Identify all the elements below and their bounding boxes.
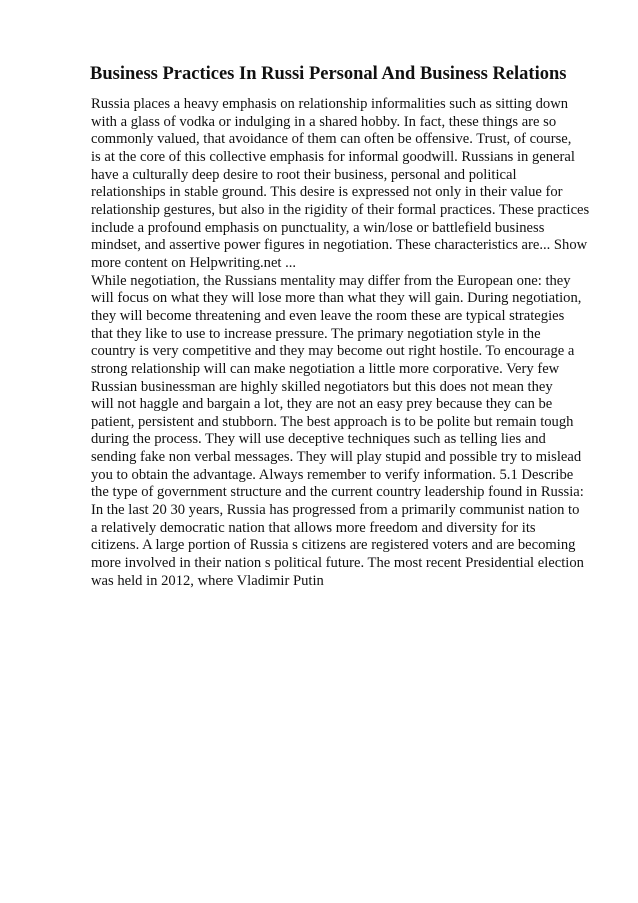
body-line: was held in 2012, where Vladimir Putin [91, 572, 324, 589]
body-line: a relatively democratic nation that allows more freedom and diversity for its [91, 519, 536, 536]
body-line: more content on Helpwriting.net ... [91, 254, 297, 271]
body-line: more involved in their nation s political future. The most recent Presidential election [91, 555, 584, 572]
body-line: they will become threatening and even leave the room these are typical strategies [91, 307, 565, 324]
body-line: sending fake non verbal messages. They will play stupid and possible try to mislead [91, 449, 582, 466]
body-line: In the last 20 30 years, Russia has progressed from a primarily communist nation to [91, 502, 580, 519]
body-line: Russian businessman are highly skilled negotiators but this does not mean they [91, 378, 553, 395]
body-line: that they like to use to increase pressure. The primary negotiation style in the [91, 325, 541, 342]
body-line: patient, persistent and stubborn. The best approach is to be polite but remain tough [91, 413, 574, 430]
body-line: during the process. They will use deceptive techniques such as telling lies and [91, 431, 546, 448]
body-line: relationships in stable ground. This desire is expressed not only in their value for [91, 184, 563, 201]
body-line: will focus on what they will lose more than what they will gain. During negotiation, [91, 290, 582, 307]
body-line: the type of government structure and the current country leadership found in Russia: [91, 484, 584, 501]
document-title: Business Practices In Russi Personal And Business Relations [90, 64, 567, 84]
body-line: country is very competitive and they may become out right hostile. To encourage a [91, 343, 575, 360]
body-line: While negotiation, the Russians mentality may differ from the European one: they [91, 272, 571, 289]
body-line: have a culturally deep desire to root their business, personal and political [91, 166, 517, 183]
body-line: with a glass of vodka or indulging in a shared hobby. In fact, these things are so [91, 113, 557, 130]
body-line: citizens. A large portion of Russia s citizens are registered voters and are becoming [91, 537, 576, 554]
body-line: you to obtain the advantage. Always remember to verify information. 5.1 Describe [91, 466, 574, 483]
body-line: commonly valued, that avoidance of them can often be offensive. Trust, of course, [91, 131, 572, 148]
body-line: mindset, and assertive power figures in negotiation. These characteristics are... Show [91, 237, 588, 254]
body-line: Russia places a heavy emphasis on relationship informalities such as sitting down [91, 96, 569, 112]
document-body [91, 96, 591, 590]
body-line: relationship gestures, but also in the rigidity of their formal practices. These practices [91, 201, 590, 218]
body-line: strong relationship will can make negotiation a little more corporative. Very few [91, 360, 560, 377]
body-line: is at the core of this collective emphasis for informal goodwill. Russians in general [91, 148, 575, 165]
body-line: include a profound emphasis on punctuality, a win/lose or battlefield business [91, 219, 545, 236]
body-line: will not haggle and bargain a lot, they are not an easy prey because they can be [91, 396, 553, 413]
